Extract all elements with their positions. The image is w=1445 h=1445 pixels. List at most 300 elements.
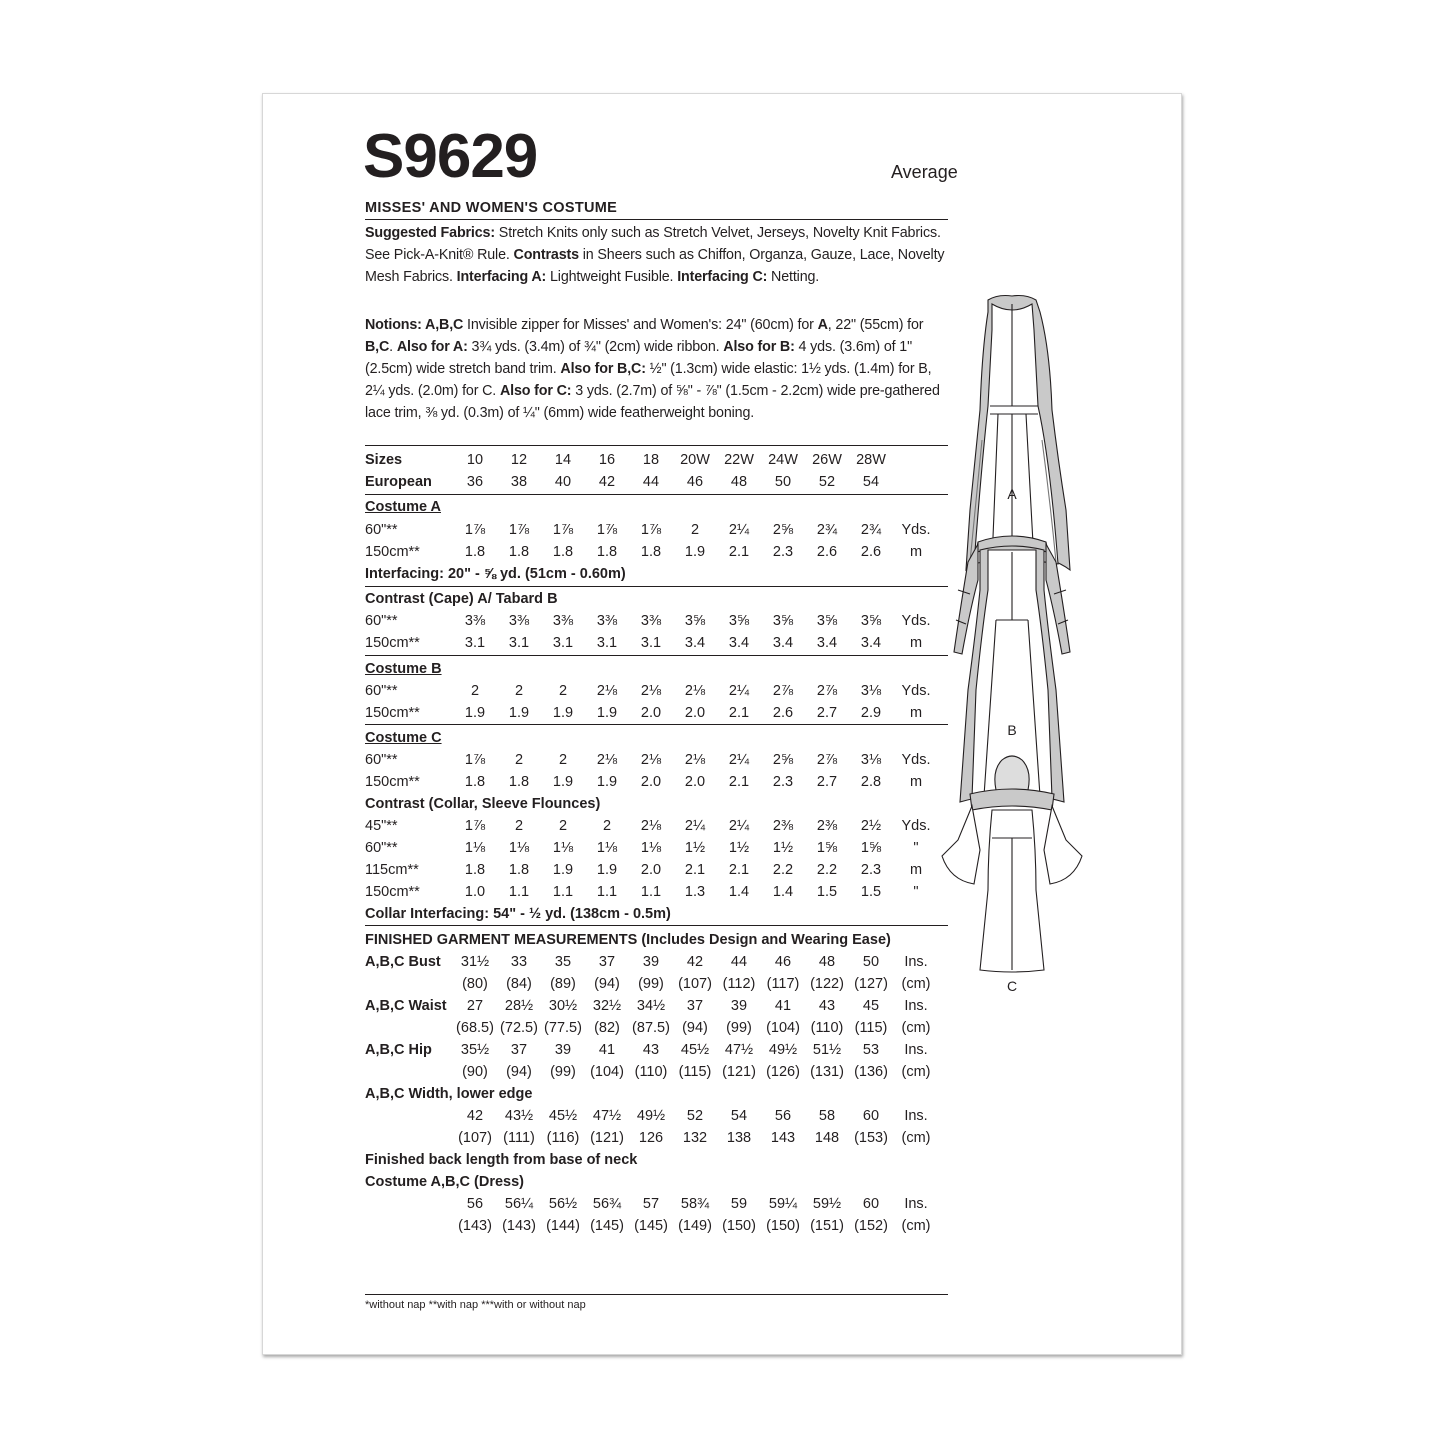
contrasts-label: Contrasts	[513, 247, 579, 263]
value-cell: 2.3	[772, 544, 794, 560]
row-label: FINISHED GARMENT MEASUREMENTS (Includes Design and Wearing Ease)	[365, 932, 891, 948]
value-cell: 2	[602, 818, 612, 834]
value-cell: 54	[730, 1108, 748, 1124]
value-cell: 43	[642, 1042, 660, 1058]
value-cell: 59½	[812, 1196, 842, 1212]
value-cell: 1.9	[596, 862, 618, 878]
value-cell: 3⅛	[860, 683, 882, 699]
value-cell: 2¾	[816, 522, 838, 538]
row-label: Contrast (Collar, Sleeve Flounces)	[365, 796, 601, 812]
value-cell: (145)	[590, 1218, 624, 1234]
value-cell: 49½	[636, 1108, 666, 1124]
value-cell: (143)	[502, 1218, 536, 1234]
value-cell: (84)	[506, 976, 532, 992]
value-cell: (144)	[546, 1218, 580, 1234]
table-row	[365, 702, 955, 724]
value-cell: 3.4	[684, 635, 706, 651]
value-cell: 46	[774, 954, 792, 970]
value-cell: (126)	[766, 1064, 800, 1080]
value-cell: (104)	[590, 1064, 624, 1080]
table-divider	[365, 445, 948, 446]
value-cell: (117)	[766, 976, 800, 992]
value-cell: 3.1	[596, 635, 618, 651]
value-cell: 3.1	[640, 635, 662, 651]
value-cell: (99)	[638, 976, 664, 992]
value-cell: 59¼	[768, 1196, 798, 1212]
table-divider	[365, 724, 948, 725]
difficulty-level: Average	[891, 162, 958, 182]
unit-cell: (cm)	[901, 1218, 931, 1234]
table-divider	[365, 586, 948, 587]
notions-text: 4 yds. (3.6m) of 1" (2.5cm) wide stretch band trim.	[365, 339, 913, 377]
value-cell: 1⅝	[860, 840, 882, 856]
table-row	[365, 771, 955, 793]
notions-also-a: Also for A:	[396, 339, 468, 355]
table-row	[365, 973, 955, 995]
notions-text: , 22" (55cm) for	[827, 317, 924, 333]
value-cell: (115)	[854, 1020, 888, 1036]
row-label: A,B,C Waist	[365, 998, 447, 1014]
value-cell: 20W	[680, 452, 710, 468]
value-cell: (121)	[722, 1064, 756, 1080]
value-cell: 2⅛	[684, 752, 706, 768]
row-label: European	[365, 474, 432, 490]
value-cell: 27	[466, 998, 484, 1014]
value-cell: (94)	[682, 1020, 708, 1036]
value-cell: (89)	[550, 976, 576, 992]
unit-cell: m	[909, 635, 923, 651]
value-cell: (87.5)	[632, 1020, 670, 1036]
value-cell: (110)	[634, 1064, 668, 1080]
value-cell: 46	[686, 474, 704, 490]
value-cell: 48	[730, 474, 748, 490]
row-label: Contrast (Cape) A/ Tabard B	[365, 591, 558, 607]
fabrics-text: Stretch Knits only such as Stretch Velvet, Jerseys, Novelty Knit Fabrics. See Pick-A-Knit® Rule.	[365, 225, 941, 263]
value-cell: 2.0	[684, 705, 706, 721]
row-label: 60"**	[365, 752, 398, 768]
value-cell: 18	[642, 452, 660, 468]
notions	[365, 314, 948, 424]
value-cell: 35½	[460, 1042, 490, 1058]
value-cell: (152)	[854, 1218, 888, 1234]
table-row	[365, 541, 955, 563]
value-cell: 58	[818, 1108, 836, 1124]
value-cell: 32½	[592, 998, 622, 1014]
value-cell: 47½	[724, 1042, 754, 1058]
row-label: 150cm**	[365, 774, 420, 790]
value-cell: 10	[466, 452, 484, 468]
value-cell: 2.1	[684, 862, 706, 878]
value-cell: 2	[514, 818, 524, 834]
value-cell: 1.9	[552, 774, 574, 790]
value-cell: 1.0	[464, 884, 486, 900]
value-cell: 2⅞	[816, 683, 838, 699]
value-cell: 2.0	[684, 774, 706, 790]
value-cell: (145)	[634, 1218, 668, 1234]
value-cell: 56½	[548, 1196, 578, 1212]
value-cell: 2.1	[728, 862, 750, 878]
value-cell: 1½	[772, 840, 794, 856]
value-cell: 54	[862, 474, 880, 490]
unit-cell: (cm)	[901, 976, 931, 992]
unit-cell: m	[909, 862, 923, 878]
value-cell: (99)	[726, 1020, 752, 1036]
row-label: 60"**	[365, 613, 398, 629]
footnote-divider	[365, 1294, 948, 1295]
value-cell: 2.2	[772, 862, 794, 878]
value-cell: (149)	[678, 1218, 712, 1234]
value-cell: 2	[470, 683, 480, 699]
value-cell: 12	[510, 452, 528, 468]
value-cell: 2¼	[728, 522, 750, 538]
value-cell: 22W	[724, 452, 754, 468]
value-cell: 1.9	[552, 705, 574, 721]
unit-cell: Yds.	[901, 613, 931, 629]
value-cell: 138	[726, 1130, 752, 1146]
table-row	[365, 951, 955, 973]
value-cell: 1.3	[684, 884, 706, 900]
table-row	[365, 995, 955, 1017]
value-cell: 41	[598, 1042, 616, 1058]
value-cell: (107)	[678, 976, 712, 992]
value-cell: 1.9	[508, 705, 530, 721]
row-label: Costume A	[365, 499, 441, 515]
value-cell: 3⅝	[860, 613, 882, 629]
row-label: 60"**	[365, 522, 398, 538]
value-cell: 40	[554, 474, 572, 490]
unit-cell: Yds.	[901, 818, 931, 834]
value-cell: (121)	[590, 1130, 624, 1146]
value-cell: (127)	[854, 976, 888, 992]
value-cell: 1⅛	[508, 840, 530, 856]
value-cell: 1.5	[816, 884, 838, 900]
value-cell: 1.9	[596, 705, 618, 721]
value-cell: 39	[730, 998, 748, 1014]
unit-cell: Yds.	[901, 522, 931, 538]
notions-view-bc: B,C	[365, 339, 390, 355]
fabrics-label: Suggested Fabrics:	[365, 225, 495, 241]
notions-text: 3 yds. (2.7m) of ⅝" - ⅞" (1.5cm - 2.2cm) wide pre-gathered lace trim, ⅜ yd. (0.3m) of ¼" (6mm) wide featherweight boning.	[365, 383, 940, 421]
unit-cell: Ins.	[904, 1108, 928, 1124]
value-cell: 2.1	[728, 705, 750, 721]
value-cell: 16	[598, 452, 616, 468]
value-cell: 2.1	[728, 544, 750, 560]
value-cell: 1.1	[552, 884, 574, 900]
value-cell: (99)	[550, 1064, 576, 1080]
table-row	[365, 588, 955, 610]
value-cell: 3⅜	[464, 613, 486, 629]
row-label: 150cm**	[365, 544, 420, 560]
table-row	[365, 1171, 955, 1193]
value-cell: 39	[642, 954, 660, 970]
value-cell: 2⅝	[772, 752, 794, 768]
value-cell: 1.9	[552, 862, 574, 878]
value-cell: 60	[862, 1108, 880, 1124]
value-cell: 44	[642, 474, 660, 490]
pattern-number: S9629	[363, 122, 538, 191]
value-cell: (94)	[594, 976, 620, 992]
value-cell: 42	[598, 474, 616, 490]
value-cell: 2	[690, 522, 700, 538]
value-cell: 44	[730, 954, 748, 970]
value-cell: 2⅛	[596, 683, 618, 699]
interfacing-a-text: Lightweight Fusible.	[546, 269, 678, 285]
value-cell: 2⅝	[772, 522, 794, 538]
value-cell: (68.5)	[456, 1020, 494, 1036]
value-cell: 2½	[860, 818, 882, 834]
row-label: Interfacing: 20" - ⅝ yd. (51cm - 0.60m)	[365, 566, 626, 582]
value-cell: 1.1	[640, 884, 662, 900]
value-cell: 2¾	[860, 522, 882, 538]
value-cell: 3.4	[860, 635, 882, 651]
interfacing-c-label: Interfacing C:	[677, 269, 768, 285]
value-cell: (131)	[810, 1064, 844, 1080]
value-cell: 1⅞	[552, 522, 574, 538]
table-row	[365, 837, 955, 859]
value-cell: 3⅝	[772, 613, 794, 629]
value-cell: 1.8	[508, 544, 530, 560]
unit-cell: (cm)	[901, 1020, 931, 1036]
table-divider	[365, 655, 948, 656]
value-cell: 3.1	[464, 635, 486, 651]
value-cell: 3⅝	[816, 613, 838, 629]
value-cell: 3⅜	[640, 613, 662, 629]
divider	[365, 219, 948, 220]
table-row	[365, 727, 955, 749]
table-row	[365, 632, 955, 654]
table-row	[365, 1193, 955, 1215]
unit-cell: Yds.	[901, 683, 931, 699]
value-cell: 1.8	[464, 774, 486, 790]
unit-cell: Ins.	[904, 998, 928, 1014]
value-cell: 1⅞	[464, 522, 486, 538]
notions-text: ½" (1.3cm) wide elastic: 1½ yds. (1.4m) for B, 2¼ yds. (2.0m) for C.	[365, 361, 932, 399]
value-cell: (111)	[503, 1130, 535, 1146]
table-row	[365, 1127, 955, 1149]
suggested-fabrics	[365, 222, 955, 288]
table-row	[365, 519, 955, 541]
unit-cell: Ins.	[904, 1196, 928, 1212]
value-cell: 36	[466, 474, 484, 490]
unit-cell: Ins.	[904, 1042, 928, 1058]
value-cell: 1⅞	[464, 818, 486, 834]
value-cell: 2.6	[816, 544, 838, 560]
unit-cell: m	[909, 705, 923, 721]
value-cell: (90)	[462, 1064, 488, 1080]
view-a-label: A	[1007, 486, 1017, 502]
value-cell: 3.4	[772, 635, 794, 651]
value-cell: 1.5	[860, 884, 882, 900]
table-row	[365, 449, 955, 471]
value-cell: 52	[818, 474, 836, 490]
value-cell: 2¼	[684, 818, 706, 834]
value-cell: 1.1	[508, 884, 530, 900]
row-label: Costume B	[365, 661, 442, 677]
value-cell: 42	[686, 954, 704, 970]
row-label: 115cm**	[365, 862, 419, 878]
value-cell: 3⅜	[596, 613, 618, 629]
value-cell: 28½	[504, 998, 534, 1014]
nap-footnote: *without nap **with nap ***with or without nap	[365, 1299, 586, 1311]
unit-cell: "	[913, 884, 919, 900]
table-row	[365, 815, 955, 837]
row-label: A,B,C Bust	[365, 954, 441, 970]
value-cell: 1.8	[640, 544, 662, 560]
value-cell: 2.2	[816, 862, 838, 878]
row-label: 60"**	[365, 683, 398, 699]
value-cell: (72.5)	[500, 1020, 538, 1036]
value-cell: 1.8	[596, 544, 618, 560]
value-cell: 34½	[636, 998, 666, 1014]
value-cell: 45½	[548, 1108, 578, 1124]
row-label: Collar Interfacing: 54" - ½ yd. (138cm - 0.5m)	[365, 906, 671, 922]
table-row	[365, 680, 955, 702]
value-cell: 2⅛	[640, 818, 662, 834]
value-cell: 2.1	[728, 774, 750, 790]
notions-view-a: A	[817, 317, 828, 333]
value-cell: 1⅞	[508, 522, 530, 538]
row-label: 45"**	[365, 818, 398, 834]
value-cell: (104)	[766, 1020, 800, 1036]
value-cell: 45	[862, 998, 880, 1014]
value-cell: 37	[598, 954, 616, 970]
value-cell: 3⅝	[728, 613, 750, 629]
value-cell: 3.1	[508, 635, 530, 651]
value-cell: 47½	[592, 1108, 622, 1124]
value-cell: 2.0	[640, 774, 662, 790]
value-cell: 2.0	[640, 705, 662, 721]
value-cell: 1.4	[728, 884, 750, 900]
value-cell: 1⅛	[552, 840, 574, 856]
value-cell: 2.3	[860, 862, 882, 878]
value-cell: 3.4	[728, 635, 750, 651]
value-cell: 49½	[768, 1042, 798, 1058]
value-cell: 58¾	[680, 1196, 710, 1212]
pattern-title: MISSES' AND WOMEN'S COSTUME	[365, 200, 618, 216]
value-cell: 2.7	[816, 705, 838, 721]
value-cell: (110)	[810, 1020, 844, 1036]
value-cell: 1.8	[464, 544, 486, 560]
value-cell: 60	[862, 1196, 880, 1212]
value-cell: 1.8	[464, 862, 486, 878]
value-cell: 43	[818, 998, 836, 1014]
table-row	[365, 496, 955, 518]
value-cell: 2¼	[728, 818, 750, 834]
table-row	[365, 1061, 955, 1083]
value-cell: 2⅜	[816, 818, 838, 834]
value-cell: 2⅛	[640, 752, 662, 768]
value-cell: 3⅜	[552, 613, 574, 629]
value-cell: (143)	[458, 1218, 492, 1234]
table-row	[365, 610, 955, 632]
value-cell: (122)	[810, 976, 844, 992]
value-cell: 56	[466, 1196, 484, 1212]
table-row	[365, 1083, 955, 1105]
value-cell: 42	[466, 1108, 484, 1124]
value-cell: 45½	[680, 1042, 710, 1058]
value-cell: 35	[554, 954, 572, 970]
table-row	[365, 1039, 955, 1061]
table-divider	[365, 925, 948, 926]
notions-also-c: Also for C:	[499, 383, 572, 399]
value-cell: 3.1	[552, 635, 574, 651]
value-cell: 39	[554, 1042, 572, 1058]
value-cell: 1⅛	[640, 840, 662, 856]
view-a-illustration	[966, 296, 1070, 571]
row-label: Finished back length from base of neck	[365, 1152, 638, 1168]
table-row	[365, 471, 955, 493]
table-row	[365, 929, 955, 951]
value-cell: 126	[638, 1130, 664, 1146]
value-cell: 2⅛	[596, 752, 618, 768]
value-cell: 143	[770, 1130, 796, 1146]
value-cell: 1.4	[772, 884, 794, 900]
unit-cell: m	[909, 544, 923, 560]
value-cell: 2⅞	[816, 752, 838, 768]
value-cell: 2⅛	[684, 683, 706, 699]
table-row	[365, 1149, 955, 1171]
value-cell: 37	[510, 1042, 528, 1058]
row-label: 60"**	[365, 840, 398, 856]
value-cell: 3⅛	[860, 752, 882, 768]
value-cell: (94)	[506, 1064, 532, 1080]
value-cell: 2¼	[728, 752, 750, 768]
value-cell: 132	[682, 1130, 708, 1146]
value-cell: 2.8	[860, 774, 882, 790]
value-cell: 56	[774, 1108, 792, 1124]
value-cell: 1⅛	[596, 840, 618, 856]
value-cell: 3⅜	[508, 613, 530, 629]
value-cell: 2	[558, 683, 568, 699]
table-row	[365, 749, 955, 771]
table-row	[365, 1105, 955, 1127]
row-label: 150cm**	[365, 635, 420, 651]
value-cell: 2.6	[772, 705, 794, 721]
value-cell: 2	[514, 683, 524, 699]
unit-cell: (cm)	[901, 1130, 931, 1146]
value-cell: 50	[774, 474, 792, 490]
row-label: Costume C	[365, 730, 442, 746]
value-cell: 26W	[812, 452, 842, 468]
value-cell: 2	[558, 752, 568, 768]
value-cell: 1.8	[508, 774, 530, 790]
value-cell: 1.9	[684, 544, 706, 560]
value-cell: 38	[510, 474, 528, 490]
row-label: A,B,C Width, lower edge	[365, 1086, 533, 1102]
table-row	[365, 903, 955, 925]
notions-text: 3¾ yds. (3.4m) of ¾" (2cm) wide ribbon.	[467, 339, 724, 355]
row-label: 150cm**	[365, 884, 420, 900]
value-cell: 1.9	[464, 705, 486, 721]
value-cell: 2	[558, 818, 568, 834]
row-label: A,B,C Hip	[365, 1042, 432, 1058]
value-cell: 51½	[812, 1042, 842, 1058]
table-row	[365, 1017, 955, 1039]
value-cell: 2.3	[772, 774, 794, 790]
value-cell: 1½	[728, 840, 750, 856]
value-cell: 50	[862, 954, 880, 970]
value-cell: 1⅞	[596, 522, 618, 538]
row-label: 150cm**	[365, 705, 420, 721]
value-cell: (151)	[810, 1218, 844, 1234]
value-cell: 2⅛	[640, 683, 662, 699]
value-cell: 1.1	[596, 884, 618, 900]
value-cell: 14	[554, 452, 572, 468]
table-row	[365, 658, 955, 680]
value-cell: 57	[642, 1196, 660, 1212]
value-cell: 1⅛	[464, 840, 486, 856]
notions-also-b: Also for B:	[723, 339, 795, 355]
